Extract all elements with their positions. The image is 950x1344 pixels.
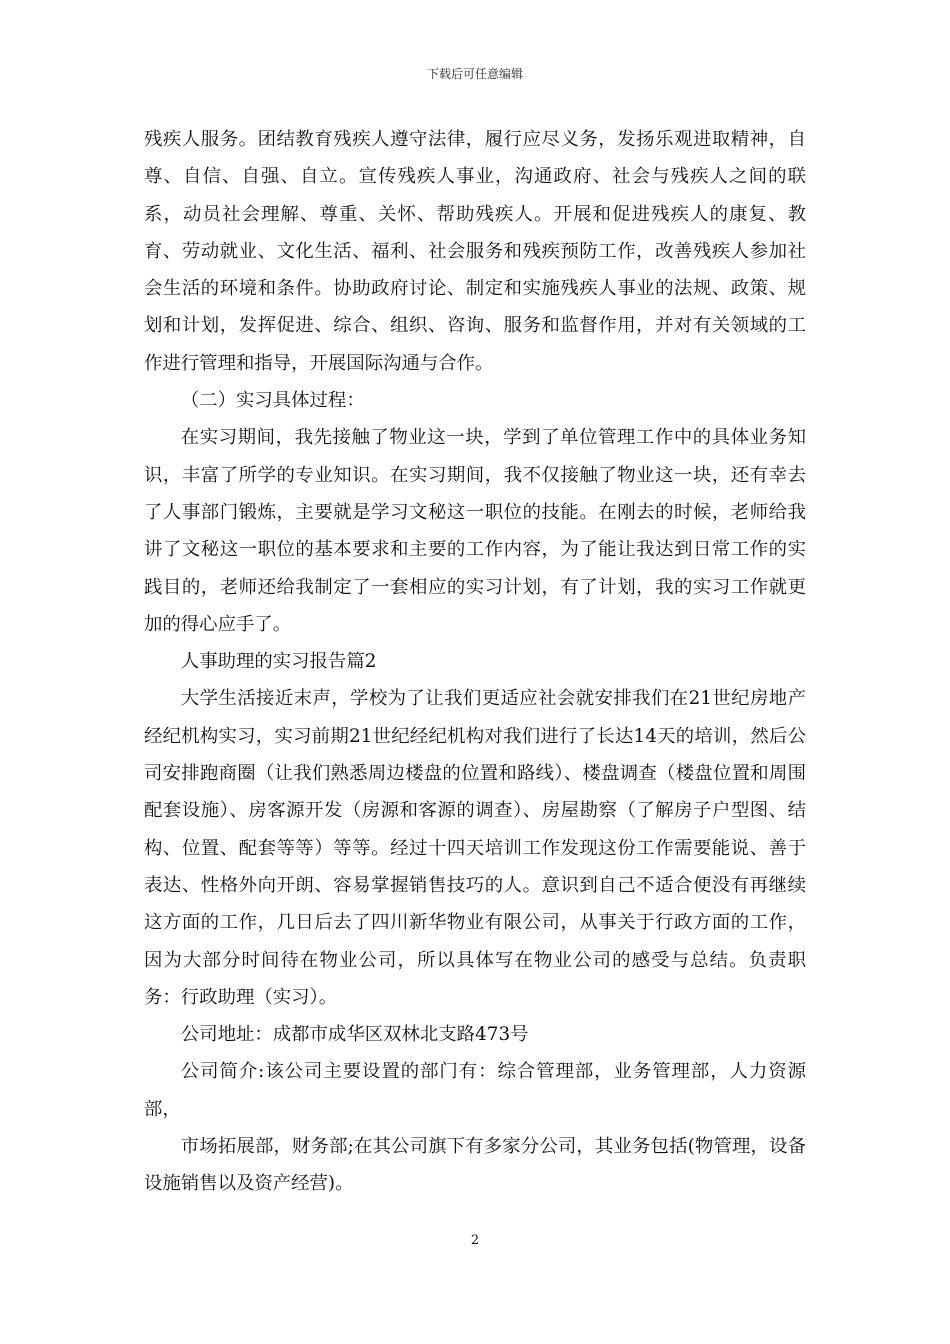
report-title-part-2: 人事助理的实习报告篇2 xyxy=(180,651,377,673)
page-number: 2 xyxy=(470,1233,480,1248)
paragraph-association-duties: 残疾人服务。团结教育残疾人遵守法律，履行应尽义务，发扬乐观进取精神，自尊、自信、自强、自立。宣传残疾人事业，沟通政府、社会与残疾人之间的联系，动员社会理解、尊重、关怀、帮助残疾人。开展和促进残疾人的康复、教育、劳动就业、文化生活、福利、社会服务和残疾预防工作，改善残疾人参加社会生活的环境和条件。协助政府讨论、制定和实施残疾人事业的法规、政策、规划和计划，发挥促进、综合、组织、咨询、服务和监督作用，并对有关领域的工作进行管理和指导，开展国际沟通与合作。 xyxy=(144,129,806,374)
section-heading-internship-process: （二）实习具体过程： xyxy=(180,390,365,412)
paragraph-company-profile: 公司简介:该公司主要设置的部门有：综合管理部，业务管理部，人力资源部， xyxy=(144,1061,806,1120)
paragraph-real-estate-internship: 大学生活接近末声，学校为了让我们更适应社会就安排我们在21世纪房地产经纪机构实习，实习前期21世纪经纪机构对我们进行了长达14天的培训，然后公司安排跑商圈（让我们熟悉周边楼盘的位置和路线）、楼盘调查（楼盘位置和周围配套设施）、房客源开发（房源和客源的调查）、房屋勘察（了解房子户型图、结构、位置、配套等等）等等。经过十四天培训工作发现这份工作需要能说、善于表达、性格外向开朗、容易掌握销售技巧的人。意识到自己不适合便没有再继续这方面的工作，几日后去了四川新华物业有限公司，从事关于行政方面的工作，因为大部分时间待在物业公司，所以具体写在物业公司的感受与总结。负责职务：行政助理（实习）。 xyxy=(144,688,806,1008)
paragraph-company-departments: 市场拓展部，财务部;在其公司旗下有多家分公司，其业务包括(物管理，设备设施销售以及资产经营)。 xyxy=(144,1136,806,1195)
paragraph-company-address: 公司地址：成都市成华区双林北支路473号 xyxy=(180,1024,529,1046)
paragraph-internship-process: 在实习期间，我先接触了物业这一块，学到了单位管理工作中的具体业务知识，丰富了所学的专业知识。在实习期间，我不仅接触了物业这一块，还有幸去了人事部门锻炼，主要就是学习文秘这一职位的技能。在刚去的时候，老师给我讲了文秘这一职位的基本要求和主要的工作内容，为了能让我达到日常工作的实践目的，老师还给我制定了一套相应的实习计划，有了计划，我的实习工作就更加的得心应手了。 xyxy=(144,427,806,635)
page-header: 下载后可任意编辑 xyxy=(426,67,523,81)
document-body xyxy=(144,121,806,1203)
